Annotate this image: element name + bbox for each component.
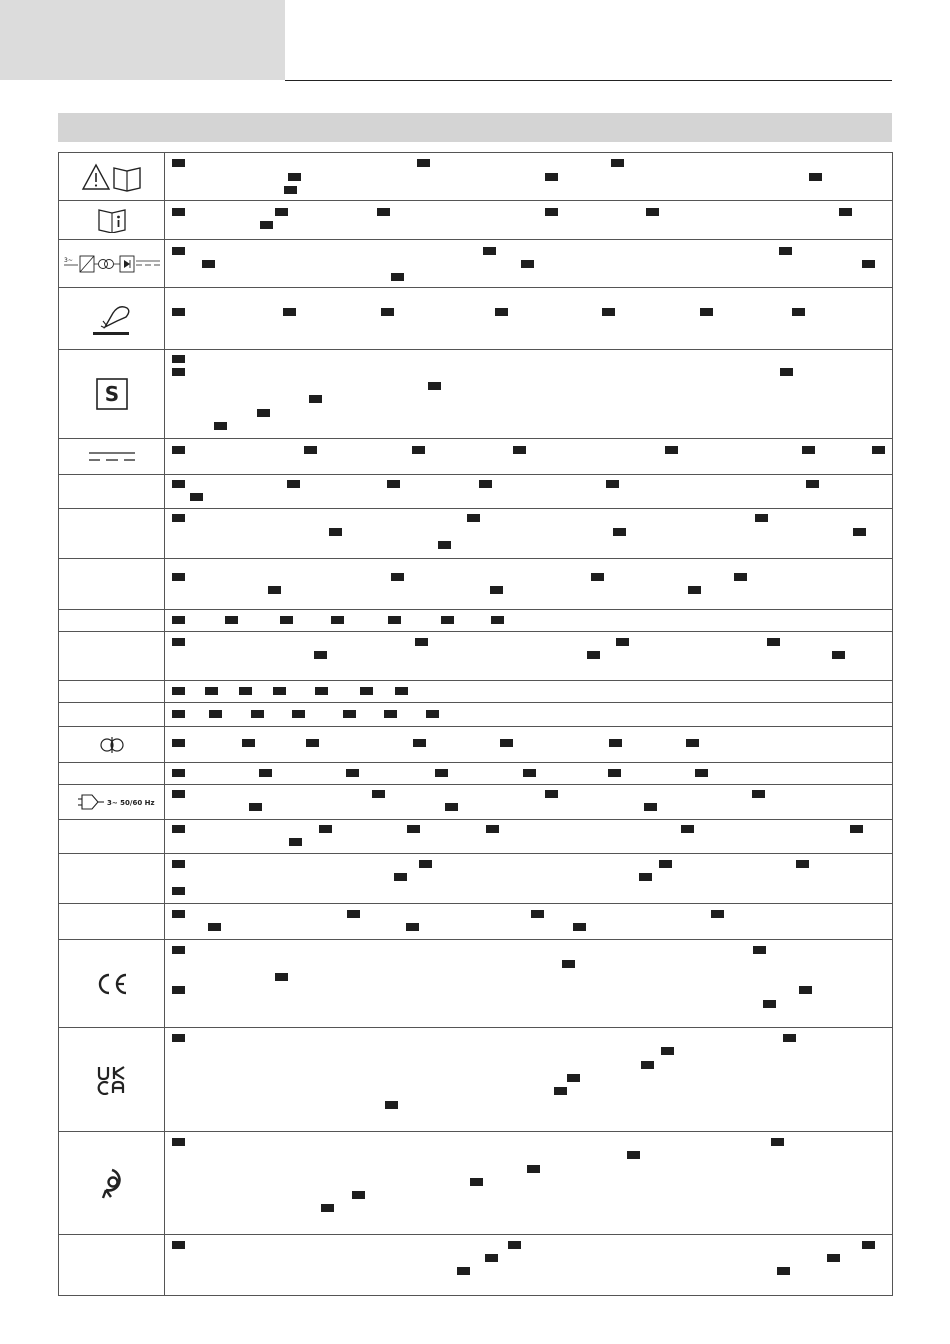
redacted-text-marker: [428, 382, 441, 390]
symbol-row: [59, 559, 893, 610]
redacted-text-marker: [172, 1034, 185, 1042]
redacted-text-marker: [495, 308, 508, 316]
redacted-text-marker: [567, 1074, 580, 1082]
redacted-text-marker: [616, 638, 629, 646]
description-cell: [165, 632, 893, 681]
redacted-text-marker: [659, 860, 672, 868]
symbol-cell: [59, 681, 165, 703]
redacted-text-marker: [260, 221, 273, 229]
redacted-text-marker: [172, 769, 185, 777]
redacted-text-marker: [172, 368, 185, 376]
redacted-text-marker: [613, 528, 626, 536]
redacted-text-marker: [360, 687, 373, 695]
redacted-text-marker: [172, 247, 185, 255]
symbol-row: [59, 632, 893, 681]
symbol-cell: [59, 439, 165, 475]
redacted-text-marker: [172, 910, 185, 918]
redacted-text-marker: [352, 1191, 365, 1199]
symbol-row: [59, 610, 893, 632]
redacted-text-marker: [700, 308, 713, 316]
symbol-row: [59, 350, 893, 439]
redacted-text-marker: [755, 514, 768, 522]
redacted-text-marker: [289, 838, 302, 846]
redacted-text-marker: [639, 873, 652, 881]
symbol-cell: [59, 240, 165, 288]
symbol-cell: [59, 350, 165, 439]
redacted-text-marker: [406, 923, 419, 931]
redacted-text-marker: [644, 803, 657, 811]
description-cell: [165, 201, 893, 240]
description-cell: [165, 475, 893, 509]
symbol-row: [59, 1235, 893, 1296]
redacted-text-marker: [491, 616, 504, 624]
redacted-text-marker: [470, 1178, 483, 1186]
redacted-text-marker: [172, 739, 185, 747]
redacted-text-marker: [172, 1241, 185, 1249]
redacted-text-marker: [806, 480, 819, 488]
description-cell: [165, 1028, 893, 1132]
symbol-row: [59, 727, 893, 763]
redacted-text-marker: [767, 638, 780, 646]
redacted-text-marker: [435, 769, 448, 777]
redacted-text-marker: [314, 651, 327, 659]
symbol-row: [59, 785, 893, 820]
redacted-text-marker: [711, 910, 724, 918]
redacted-text-marker: [802, 446, 815, 454]
redacted-text-marker: [172, 616, 185, 624]
redacted-text-marker: [259, 769, 272, 777]
symbol-cell: [59, 703, 165, 727]
redacted-text-marker: [251, 710, 264, 718]
description-cell: [165, 940, 893, 1028]
symbol-cell: [59, 763, 165, 785]
redacted-text-marker: [214, 422, 227, 430]
redacted-text-marker: [686, 739, 699, 747]
symbol-row: [59, 904, 893, 940]
redacted-text-marker: [780, 368, 793, 376]
description-cell: [165, 1132, 893, 1235]
redacted-text-marker: [545, 173, 558, 181]
description-cell: [165, 240, 893, 288]
symbol-cell: [59, 509, 165, 559]
redacted-text-marker: [545, 790, 558, 798]
redacted-text-marker: [513, 446, 526, 454]
description-cell: [165, 350, 893, 439]
symbol-cell: [59, 820, 165, 854]
redacted-text-marker: [554, 1087, 567, 1095]
description-cell: [165, 509, 893, 559]
redacted-text-marker: [661, 1047, 674, 1055]
symbol-cell: [59, 785, 165, 820]
redacted-text-marker: [385, 1101, 398, 1109]
redacted-text-marker: [531, 910, 544, 918]
redacted-text-marker: [827, 1254, 840, 1262]
symbol-cell: [59, 1235, 165, 1296]
description-cell: [165, 727, 893, 763]
redacted-text-marker: [445, 803, 458, 811]
redacted-text-marker: [275, 973, 288, 981]
redacted-text-marker: [426, 710, 439, 718]
redacted-text-marker: [832, 651, 845, 659]
redacted-text-marker: [280, 616, 293, 624]
eac-mark-icon: [98, 1166, 126, 1200]
redacted-text-marker: [486, 825, 499, 833]
info-manual-icon: [97, 207, 127, 233]
redacted-text-marker: [172, 308, 185, 316]
symbol-cell: [59, 854, 165, 904]
redacted-text-marker: [273, 687, 286, 695]
redacted-text-marker: [172, 480, 185, 488]
redacted-text-marker: [172, 790, 185, 798]
redacted-text-marker: [172, 638, 185, 646]
symbol-row: [59, 201, 893, 240]
redacted-text-marker: [412, 446, 425, 454]
symbol-cell: [59, 1132, 165, 1235]
description-cell: [165, 854, 893, 904]
redacted-text-marker: [275, 208, 288, 216]
redacted-text-marker: [391, 273, 404, 281]
redacted-text-marker: [415, 638, 428, 646]
redacted-text-marker: [792, 308, 805, 316]
symbol-cell: [59, 940, 165, 1028]
description-cell: [165, 820, 893, 854]
redacted-text-marker: [208, 923, 221, 931]
redacted-text-marker: [172, 860, 185, 868]
redacted-text-marker: [387, 480, 400, 488]
redacted-text-marker: [347, 910, 360, 918]
redacted-text-marker: [172, 946, 185, 954]
redacted-text-marker: [292, 710, 305, 718]
redacted-text-marker: [783, 1034, 796, 1042]
redacted-text-marker: [172, 159, 185, 167]
corner-tab: [0, 0, 285, 80]
redacted-text-marker: [646, 208, 659, 216]
redacted-text-marker: [688, 586, 701, 594]
redacted-text-marker: [457, 1267, 470, 1275]
redacted-text-marker: [287, 480, 300, 488]
symbol-row: [59, 439, 893, 475]
description-cell: [165, 681, 893, 703]
redacted-text-marker: [853, 528, 866, 536]
redacted-text-marker: [752, 790, 765, 798]
symbol-row: [59, 854, 893, 904]
redacted-text-marker: [407, 825, 420, 833]
symbol-cell: [59, 475, 165, 509]
redacted-text-marker: [239, 687, 252, 695]
redacted-text-marker: [172, 710, 185, 718]
svg-text:3~: 3~: [63, 256, 73, 264]
symbol-row: [59, 509, 893, 559]
redacted-text-marker: [438, 541, 451, 549]
redacted-text-marker: [172, 514, 185, 522]
redacted-text-marker: [172, 986, 185, 994]
redacted-text-marker: [523, 769, 536, 777]
description-cell: [165, 763, 893, 785]
symbol-row: [59, 940, 893, 1028]
redacted-text-marker: [172, 446, 185, 454]
redacted-text-marker: [395, 687, 408, 695]
redacted-text-marker: [331, 616, 344, 624]
redacted-text-marker: [172, 208, 185, 216]
welding-torch-icon: [91, 299, 133, 339]
redacted-text-marker: [609, 739, 622, 747]
redacted-text-marker: [695, 769, 708, 777]
redacted-text-marker: [753, 946, 766, 954]
symbol-row: [59, 681, 893, 703]
redacted-text-marker: [242, 739, 255, 747]
redacted-text-marker: [372, 790, 385, 798]
symbol-cell: [59, 904, 165, 940]
s-symbol-icon: [96, 378, 128, 410]
redacted-text-marker: [329, 528, 342, 536]
description-cell: [165, 785, 893, 820]
redacted-text-marker: [384, 710, 397, 718]
redacted-text-marker: [573, 923, 586, 931]
redacted-text-marker: [862, 260, 875, 268]
redacted-text-marker: [862, 1241, 875, 1249]
description-cell: [165, 904, 893, 940]
redacted-text-marker: [381, 308, 394, 316]
redacted-text-marker: [319, 825, 332, 833]
redacted-text-marker: [779, 247, 792, 255]
symbol-cell: [59, 727, 165, 763]
redacted-text-marker: [288, 173, 301, 181]
hz-label: 3~ 50/60 Hz: [106, 799, 155, 807]
redacted-text-marker: [283, 308, 296, 316]
redacted-text-marker: [545, 208, 558, 216]
symbol-cell: [59, 201, 165, 240]
redacted-text-marker: [391, 573, 404, 581]
redacted-text-marker: [591, 573, 604, 581]
redacted-text-marker: [205, 687, 218, 695]
redacted-text-marker: [172, 887, 185, 895]
redacted-text-marker: [257, 409, 270, 417]
symbol-row: [59, 1132, 893, 1235]
phase-diameter-icon: [99, 736, 125, 754]
redacted-text-marker: [315, 687, 328, 695]
redacted-text-marker: [809, 173, 822, 181]
redacted-text-marker: [602, 308, 615, 316]
description-cell: [165, 439, 893, 475]
direct-current-icon: [89, 450, 135, 464]
redacted-text-marker: [284, 186, 297, 194]
mains-plug-icon: [64, 792, 160, 812]
redacted-text-marker: [441, 616, 454, 624]
svg-text:S: S: [104, 382, 119, 406]
description-cell: [165, 1235, 893, 1296]
ukca-mark-icon: [97, 1065, 127, 1095]
description-cell: [165, 703, 893, 727]
redacted-text-marker: [268, 586, 281, 594]
redacted-text-marker: [309, 395, 322, 403]
redacted-text-marker: [734, 573, 747, 581]
redacted-text-marker: [343, 710, 356, 718]
redacted-text-marker: [249, 803, 262, 811]
symbol-table: [58, 152, 893, 1296]
symbol-cell: [59, 610, 165, 632]
redacted-text-marker: [562, 960, 575, 968]
redacted-text-marker: [872, 446, 885, 454]
redacted-text-marker: [172, 825, 185, 833]
ce-mark-icon: [95, 972, 129, 996]
redacted-text-marker: [209, 710, 222, 718]
redacted-text-marker: [321, 1204, 334, 1212]
description-cell: [165, 610, 893, 632]
symbol-row: [59, 820, 893, 854]
symbol-row: [59, 1028, 893, 1132]
redacted-text-marker: [500, 739, 513, 747]
redacted-text-marker: [479, 480, 492, 488]
redacted-text-marker: [172, 1138, 185, 1146]
redacted-text-marker: [763, 1000, 776, 1008]
redacted-text-marker: [796, 860, 809, 868]
redacted-text-marker: [611, 159, 624, 167]
redacted-text-marker: [394, 873, 407, 881]
redacted-text-marker: [681, 825, 694, 833]
redacted-text-marker: [527, 1165, 540, 1173]
redacted-text-marker: [304, 446, 317, 454]
redacted-text-marker: [377, 208, 390, 216]
section-title-bar: [58, 113, 892, 142]
redacted-text-marker: [388, 616, 401, 624]
redacted-text-marker: [490, 586, 503, 594]
description-cell: [165, 153, 893, 201]
redacted-text-marker: [521, 260, 534, 268]
redacted-text-marker: [190, 493, 203, 501]
symbol-cell: [59, 288, 165, 350]
redacted-text-marker: [172, 573, 185, 581]
symbol-row: [59, 153, 893, 201]
redacted-text-marker: [172, 687, 185, 695]
redacted-text-marker: [665, 446, 678, 454]
warning-manual-icon: [81, 162, 143, 192]
redacted-text-marker: [799, 986, 812, 994]
symbol-cell: [59, 559, 165, 610]
redacted-text-marker: [467, 514, 480, 522]
redacted-text-marker: [225, 616, 238, 624]
redacted-text-marker: [839, 208, 852, 216]
symbol-row: [59, 475, 893, 509]
description-cell: [165, 288, 893, 350]
symbol-row: [59, 763, 893, 785]
redacted-text-marker: [587, 651, 600, 659]
redacted-text-marker: [641, 1061, 654, 1069]
redacted-text-marker: [777, 1267, 790, 1275]
redacted-text-marker: [771, 1138, 784, 1146]
redacted-text-marker: [306, 739, 319, 747]
redacted-text-marker: [172, 355, 185, 363]
symbol-cell: [59, 1028, 165, 1132]
redacted-text-marker: [608, 769, 621, 777]
redacted-text-marker: [202, 260, 215, 268]
redacted-text-marker: [417, 159, 430, 167]
inverter-diagram-icon: [64, 253, 160, 275]
redacted-text-marker: [346, 769, 359, 777]
symbol-cell: [59, 153, 165, 201]
redacted-text-marker: [606, 480, 619, 488]
symbol-row: [59, 240, 893, 288]
redacted-text-marker: [485, 1254, 498, 1262]
redacted-text-marker: [627, 1151, 640, 1159]
redacted-text-marker: [508, 1241, 521, 1249]
description-cell: [165, 559, 893, 610]
redacted-text-marker: [483, 247, 496, 255]
header-rule: [285, 80, 892, 81]
symbol-row: [59, 703, 893, 727]
symbol-row: [59, 288, 893, 350]
redacted-text-marker: [413, 739, 426, 747]
redacted-text-marker: [850, 825, 863, 833]
redacted-text-marker: [419, 860, 432, 868]
symbol-cell: [59, 632, 165, 681]
